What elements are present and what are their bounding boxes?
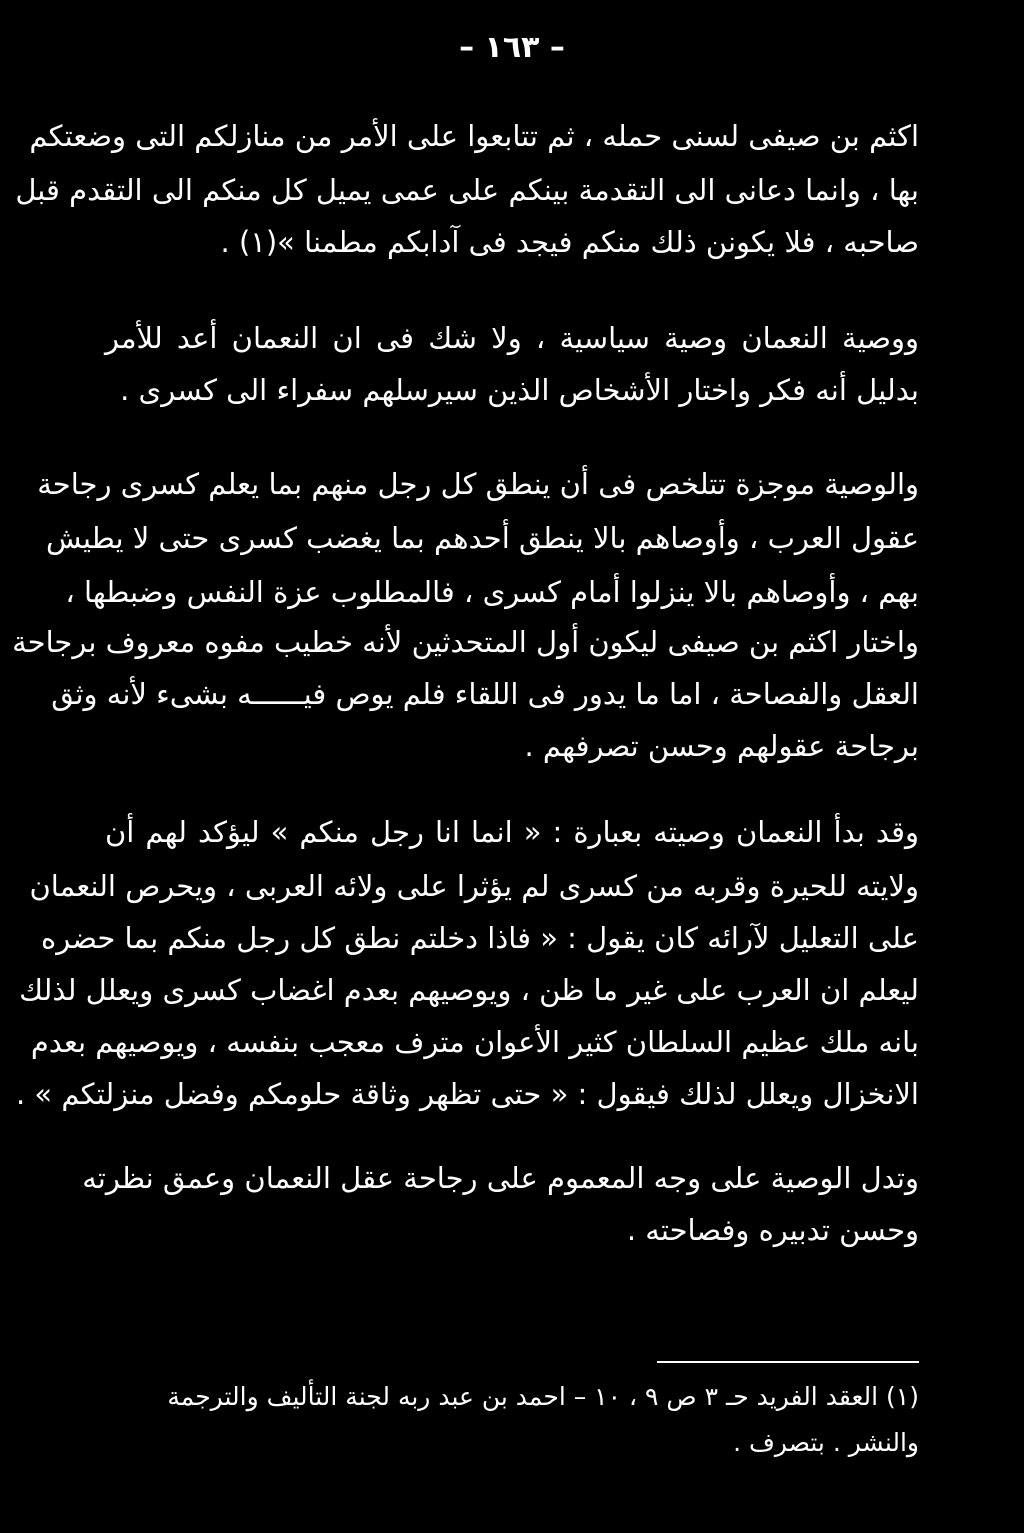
- body-line: بانه ملك عظيم السلطان كثير الأعوان مترف معجب بنفسه ، ويوصيهم بعدم: [30, 1025, 919, 1059]
- body-line: اكثم بن صيفى لسنى حمله ، ثم تتابعوا على الأمر من منازلكم التى وضعتكم: [29, 119, 919, 153]
- footnote-separator: [657, 1361, 919, 1363]
- body-line: وتدل الوصية على وجه المعموم على رجاحة عقل النعمان وعمق نظرته: [82, 1161, 919, 1195]
- body-line: بدليل أنه فكر واختار الأشخاص الذين سيرسلهم سفراء الى كسرى .: [120, 373, 919, 407]
- body-line: ووصية النعمان وصية سياسية ، ولا شك فى ان النعمان أعد للأمر: [105, 321, 919, 355]
- body-line: ولايته للحيرة وقربه من كسرى لم يؤثرا على ولائه العربى ، ويحرص النعمان: [29, 869, 919, 903]
- body-line: الانخزال ويعلل لذلك فيقول : « حتى تظهر وثاقة حلومكم وفضل منزلتكم » .: [15, 1077, 919, 1111]
- body-line: بهم ، وأوصاهم بالا ينزلوا أمام كسرى ، فالمطلوب عزة النفس وضبطها ،: [65, 575, 919, 609]
- body-line: برجاحة عقولهم وحسن تصرفهم .: [524, 729, 919, 763]
- page-number: – ١٦٣ –: [459, 30, 565, 65]
- footnote-line: والنشر . بتصرف .: [733, 1428, 919, 1457]
- body-line: وحسن تدبيره وفصاحته .: [626, 1213, 919, 1247]
- body-line: والوصية موجزة تتلخص فى أن ينطق كل رجل منهم بما يعلم كسرى رجاحة: [37, 467, 919, 501]
- footnote-line: (١) العقد الفريد حـ ٣ ص ٩ ، ١٠ – احمد بن عبد ربه لجنة التأليف والترجمة: [167, 1382, 919, 1411]
- body-line: وقد بدأ النعمان وصيته بعبارة : « انما انا رجل منكم » ليؤكد لهم أن: [105, 815, 919, 849]
- body-line: صاحبه ، فلا يكونن ذلك منكم فيجد فى آدابكم مطمنا »(١) .: [220, 225, 919, 259]
- body-line: واختار اكثم بن صيفى ليكون أول المتحدثين لأنه خطيب مفوه معروف برجاحة: [12, 625, 919, 659]
- body-line: عقول العرب ، وأوصاهم بالا ينطق أحدهم بما يغضب كسرى حتى لا يطيش: [45, 521, 919, 555]
- body-line: على التعليل لآرائه كان يقول : « فاذا دخلتم نطق كل رجل منكم بما حضره: [41, 921, 919, 955]
- body-line: بها ، وانما دعانى الى التقدمة بينكم على عمى يميل كل منكم الى التقدم قبل: [15, 173, 919, 207]
- body-line: العقل والفصاحة ، اما ما يدور فى اللقاء فلم يوص فيــــــه بشىء لأنه وثق: [51, 677, 919, 711]
- body-line: ليعلم ان العرب على غير ما ظن ، ويوصيهم بعدم اغضاب كسرى ويعلل لذلك: [19, 973, 919, 1007]
